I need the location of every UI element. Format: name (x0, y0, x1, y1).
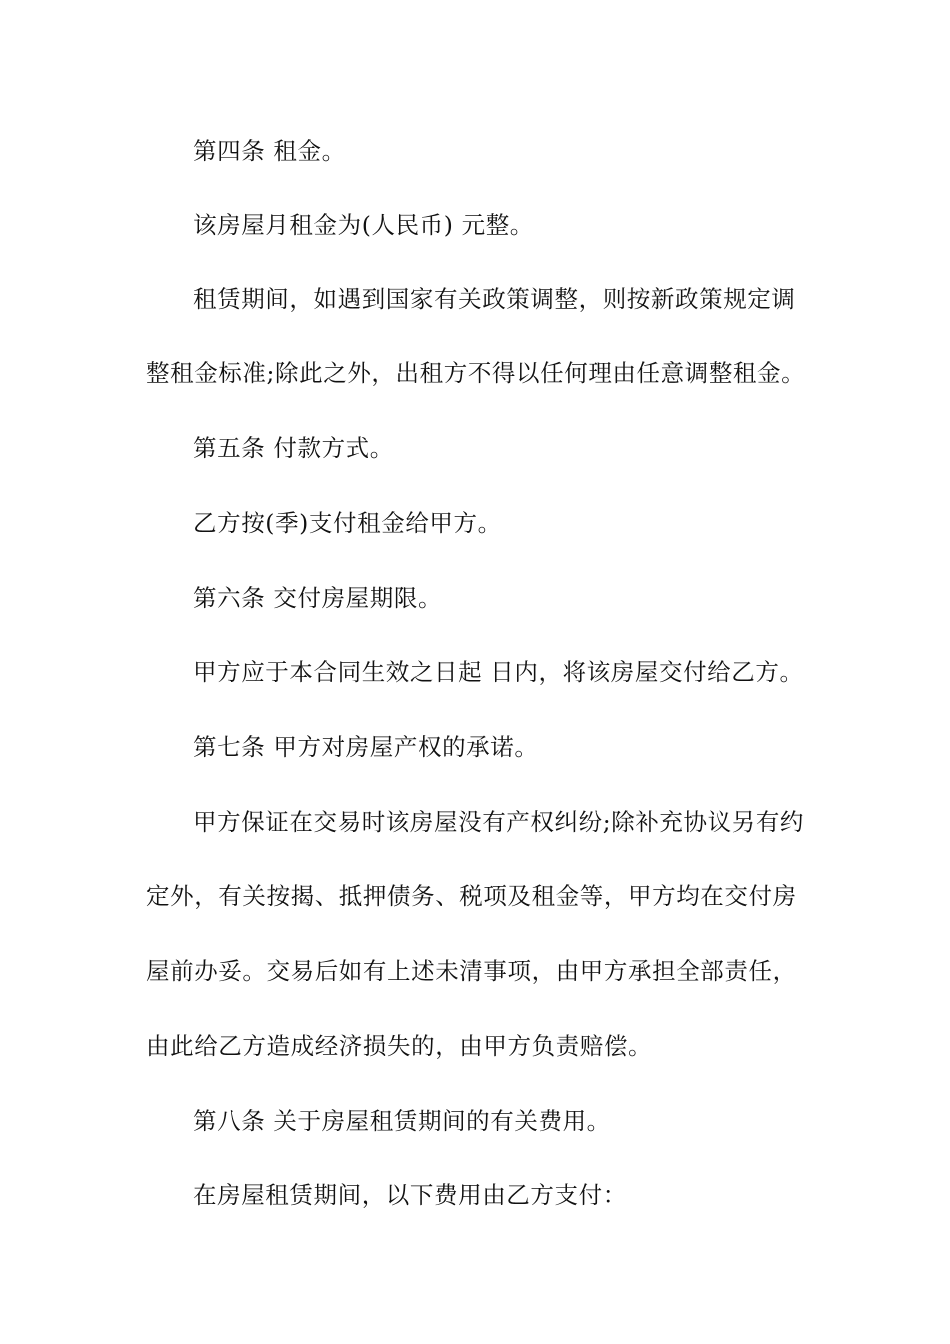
article-6-heading: 第六条 交付房屋期限。 (193, 584, 443, 612)
article-4-heading: 第四条 租金。 (193, 137, 346, 165)
paragraph-line: 甲方保证在交易时该房屋没有产权纠纷;除补充协议另有约 (193, 808, 805, 836)
paragraph-line: 该房屋月租金为(人民币) 元整。 (193, 211, 534, 239)
paragraph-line: 在房屋租赁期间，以下费用由乙方支付： (193, 1181, 627, 1209)
paragraph-line: 屋前办妥。交易后如有上述未清事项，由甲方承担全部责任， (146, 957, 797, 985)
paragraph-line: 定外，有关按揭、抵押债务、税项及租金等，甲方均在交付房 (146, 882, 797, 910)
paragraph-line: 乙方按(季)支付租金给甲方。 (193, 509, 502, 537)
paragraph-line: 租赁期间，如遇到国家有关政策调整，则按新政策规定调 (193, 285, 796, 313)
article-8-heading: 第八条 关于房屋租赁期间的有关费用。 (193, 1107, 611, 1135)
article-7-heading: 第七条 甲方对房屋产权的承诺。 (193, 733, 539, 761)
article-5-heading: 第五条 付款方式。 (193, 434, 394, 462)
paragraph-line: 整租金标准;除此之外，出租方不得以任何理由任意调整租金。 (146, 359, 806, 387)
paragraph-line: 由此给乙方造成经济损失的，由甲方负责赔偿。 (146, 1032, 653, 1060)
paragraph-line: 甲方应于本合同生效之日起 日内，将该房屋交付给乙方。 (193, 658, 804, 686)
